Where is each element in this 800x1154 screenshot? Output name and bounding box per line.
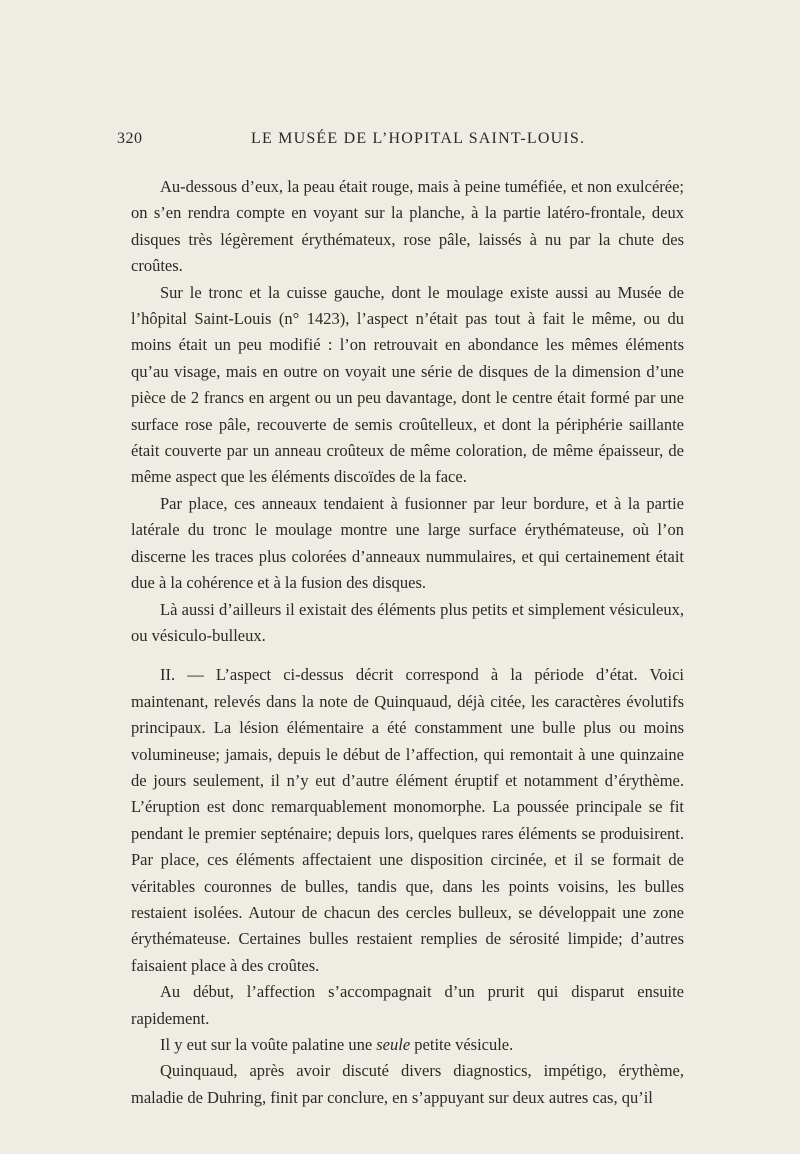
paragraph bbox=[131, 1032, 684, 1058]
text-run: Il y eut sur la voûte palatine une bbox=[160, 1035, 373, 1054]
paragraph: Là aussi d’ailleurs il existait des éléments plus petits et simplement vésiculeux, ou vésiculo-bulleux. bbox=[131, 599, 684, 645]
paragraph: Quinquaud, après avoir discuté divers diagnostics, impétigo, érythème, maladie de Duhring, finit par conclure, en s’appuyant sur deux autres cas, qu’il bbox=[131, 1061, 684, 1107]
paragraph: II. — L’aspect ci-dessus décrit correspond à la période d’état. Voici maintenant, relevés dans la note de Quinquaud, déjà citée, les caractères évolutifs principaux. La lésion élémentaire a été constamment une bulle plus ou moins volumineuse; jamais, depuis le début de l’affection, qui remontait à une quinzaine de jours seulement, il n’y eut d’autre élément éruptif et notamment d’érythème. L’éruption est donc remarquablement monomorphe. La poussée principale se fit pendant le premier septénaire; depuis lors, quelques rares éléments se produisirent. Par place, ces éléments affectaient une disposition circinée, et il se formait de véritables couronnes de bulles, tandis que, dans les points voisins, les bulles restaient isolées. Autour de chacun des cercles bulleux, se développait une zone érythémateuse. Certaines bulles restaient remplies de sérosité limpide; d’autres faisaient place à des croûtes. bbox=[131, 665, 684, 975]
running-title: LE MUSÉE DE L’HOPITAL SAINT-LOUIS. bbox=[251, 130, 586, 147]
body-text bbox=[131, 174, 684, 1111]
paragraph: Par place, ces anneaux tendaient à fusionner par leur bordure, et à la partie latérale du tronc le moulage montre une large surface érythémateuse, où l’on discerne les traces plus colorées d’anneaux nummulaires, et qui certainement était due à la cohérence et à la fusion des disques. bbox=[131, 493, 684, 593]
emphasis: seule bbox=[376, 1035, 411, 1054]
text-run: petite vésicule. bbox=[414, 1035, 514, 1054]
paragraph: Sur le tronc et la cuisse gauche, dont le moulage existe aussi au Musée de l’hôpital Saint-Louis (n° 1423), l’aspect n’était pas tout à fait le même, ou du moins était un peu modifié : l’on retrouvait en abondance les mêmes éléments qu’au visage, mais en outre on voyait une série de disques de la dimension d’une pièce de 2 francs en argent ou un peu davantage, dont le centre était formé par une surface rose pâle, recouverte de semis croûtelleux, et dont la périphérie saillante était couverte par un anneau croûteux de même coloration, de même épaisseur, de même aspect que les éléments discoïdes de la face. bbox=[131, 282, 684, 487]
page-number: 320 bbox=[117, 130, 143, 147]
paragraph: Au-dessous d’eux, la peau était rouge, mais à peine tuméfiée, et non exulcérée; on s’en rendra compte en voyant sur la planche, à la partie latéro-frontale, deux disques très légèrement érythémateux, rose pâle, laissés à nu par la chute des croûtes. bbox=[131, 177, 684, 276]
paragraph: Au début, l’affection s’accompagnait d’un prurit qui disparut ensuite rapidement. bbox=[131, 982, 684, 1028]
